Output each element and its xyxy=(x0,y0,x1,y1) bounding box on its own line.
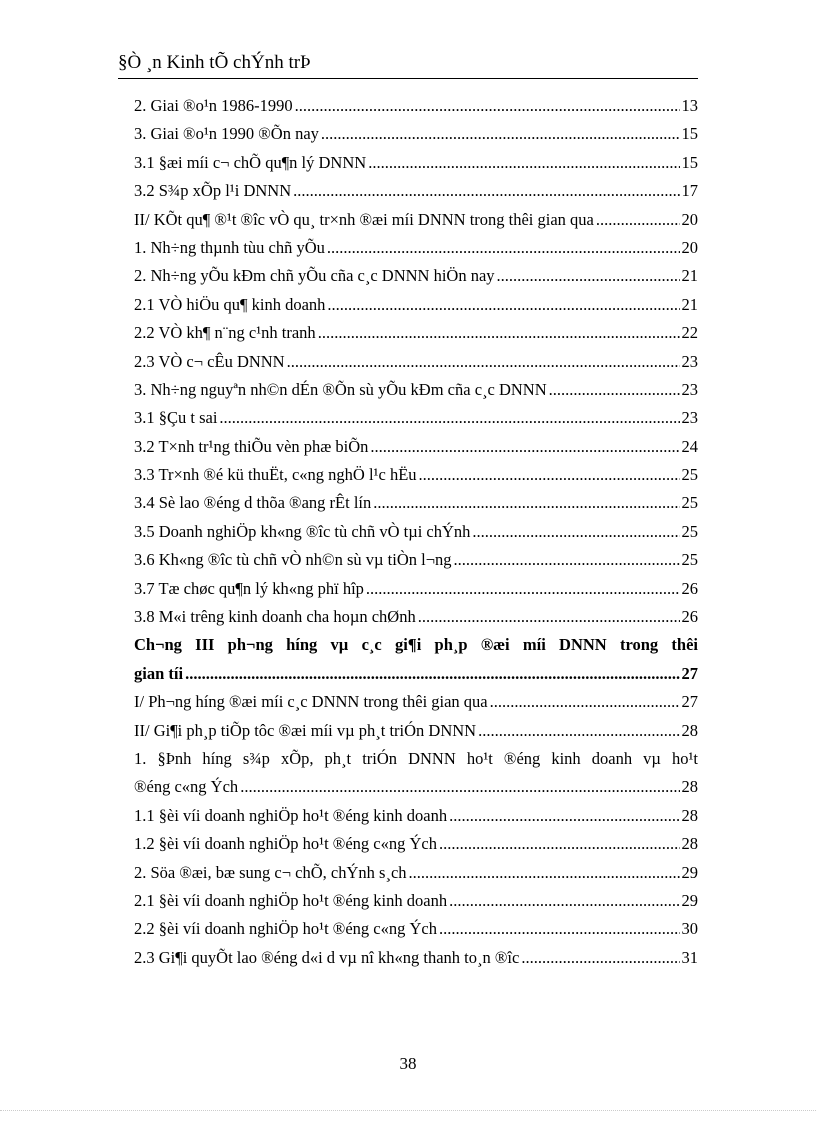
toc-entry-page: 28 xyxy=(681,805,698,825)
toc-entry xyxy=(134,660,698,688)
toc-entry-label: 2.3 Gi¶i quyÕt lao ®éng d«i d vµ nî kh«ng thanh to¸n ®îc xyxy=(134,947,520,967)
toc-entry xyxy=(134,773,698,801)
toc-dot-leader xyxy=(454,546,680,574)
toc-entry-label: 3.7 Tæ chøc qu¶n lý kh«ng phï hîp xyxy=(134,578,364,598)
toc-entry-page: 26 xyxy=(681,578,698,598)
toc-entry-label: 3.3 Tr×nh ®é kü thuËt, c«ng nghÖ l¹c hËu xyxy=(134,465,417,485)
toc-entry-label: 2.3 VÒ c¬ cÊu DNNN xyxy=(134,351,285,371)
toc-entry-page: 22 xyxy=(681,323,698,343)
table-of-contents xyxy=(134,92,698,972)
toc-dot-leader xyxy=(490,688,680,716)
toc-entry-label: II/ KÕt qu¶ ®¹t ®îc vÒ qu¸ tr×nh ®æi míi DNNN trong thêi gian qua xyxy=(134,209,594,229)
toc-entry xyxy=(134,575,698,603)
toc-dot-leader xyxy=(439,915,680,943)
toc-entry xyxy=(134,120,698,148)
toc-dot-leader xyxy=(419,461,680,489)
toc-entry xyxy=(134,376,698,404)
toc-entry-label: 3.2 T×nh tr¹ng thiÕu vèn phæ biÕn xyxy=(134,436,369,456)
toc-entry xyxy=(134,461,698,489)
toc-entry-label: 2.2 VÒ kh¶ n¨ng c¹nh tranh xyxy=(134,323,316,343)
page-number: 38 xyxy=(399,1054,417,1073)
toc-entry-page: 15 xyxy=(681,152,698,172)
toc-entry-label: 3.1 §Çu t sai xyxy=(134,408,218,428)
toc-entry-label: 3.1 §æi míi c¬ chÕ qu¶n lý DNNN xyxy=(134,152,367,172)
toc-entry-label: 2. Söa ®æi, bæ sung c¬ chÕ, chÝnh s¸ch xyxy=(134,862,407,882)
toc-entry-label: 3.5 Doanh nghiÖp kh«ng ®îc tù chñ vÒ tµi chÝnh xyxy=(134,521,471,541)
toc-entry-label: 3.4 Sè lao ®éng d thõa ®ang rÊt lín xyxy=(134,493,372,513)
toc-entry xyxy=(134,546,698,574)
toc-entry-page: 28 xyxy=(681,720,698,740)
toc-dot-leader xyxy=(439,830,680,858)
toc-dot-leader xyxy=(478,717,679,745)
toc-entry-page: 29 xyxy=(681,890,698,910)
toc-entry-page: 23 xyxy=(681,408,698,428)
toc-entry-page: 25 xyxy=(681,493,698,513)
toc-entry-label: 2.1 §èi víi doanh nghiÖp ho¹t ®éng kinh doanh xyxy=(134,890,448,910)
toc-entry-label: 3. Nh÷ng nguyªn nh©n dÉn ®Õn sù yÕu kÐm cña c¸c DNNN xyxy=(134,379,547,399)
document-title: §Ò ¸n Kinh tÕ chÝnh trÞ xyxy=(118,52,311,73)
toc-entry xyxy=(134,745,698,773)
toc-entry-label: 2.1 VÒ hiÖu qu¶ kinh doanh xyxy=(134,294,326,314)
toc-dot-leader xyxy=(409,859,680,887)
toc-entry-page: 28 xyxy=(681,834,698,854)
toc-entry-page: 25 xyxy=(681,465,698,485)
toc-entry-page: 24 xyxy=(681,436,698,456)
toc-dot-leader xyxy=(295,92,680,120)
toc-entry-label: 1.1 §èi víi doanh nghiÖp ho¹t ®éng kinh doanh xyxy=(134,805,448,825)
toc-entry-page: 23 xyxy=(681,379,698,399)
toc-dot-leader xyxy=(327,291,679,319)
toc-entry-page: 27 xyxy=(681,692,698,712)
page-bottom-divider xyxy=(0,1110,816,1111)
toc-entry-page: 20 xyxy=(681,237,698,257)
toc-entry xyxy=(134,291,698,319)
toc-entry-page: 30 xyxy=(681,919,698,939)
toc-entry-label: 3.8 M«i trêng kinh doanh cha hoµn chØnh xyxy=(134,607,416,627)
toc-entry-page: 21 xyxy=(681,266,698,286)
toc-entry xyxy=(134,887,698,915)
toc-entry xyxy=(134,262,698,290)
toc-entry-page: 27 xyxy=(681,663,698,683)
toc-dot-leader xyxy=(240,773,679,801)
toc-entry xyxy=(134,915,698,943)
toc-entry xyxy=(134,489,698,517)
toc-entry-label: Ch¬ng III ph¬ng híng vµ c¸c gi¶i ph¸p ®æi míi DNNN trong thêi xyxy=(134,635,698,655)
toc-dot-leader xyxy=(472,518,679,546)
toc-entry-label: gian tíi xyxy=(134,663,184,683)
toc-entry-label: I/ Ph¬ng híng ®æi míi c¸c DNNN trong thêi gian qua xyxy=(134,692,488,712)
toc-entry-label: 3.6 Kh«ng ®îc tù chñ vÒ nh©n sù vµ tiÒn l¬ng xyxy=(134,550,452,570)
toc-dot-leader xyxy=(293,177,679,205)
toc-entry xyxy=(134,603,698,631)
toc-dot-leader xyxy=(370,433,679,461)
toc-entry-label: 2.2 §èi víi doanh nghiÖp ho¹t ®éng c«ng Ých xyxy=(134,919,437,939)
toc-entry xyxy=(134,348,698,376)
page-header xyxy=(118,52,698,79)
toc-entry xyxy=(134,859,698,887)
toc-dot-leader xyxy=(366,575,680,603)
toc-entry-page: 21 xyxy=(681,294,698,314)
toc-entry-page: 13 xyxy=(681,96,698,115)
toc-entry-label: 3.2 S¾p xÕp l¹i DNNN xyxy=(134,181,292,201)
toc-entry xyxy=(134,404,698,432)
toc-entry xyxy=(134,717,698,745)
toc-entry-page: 25 xyxy=(681,550,698,570)
toc-entry xyxy=(134,92,698,120)
toc-entry-label: 3. Giai ®o¹n 1990 ®Õn nay xyxy=(134,124,319,144)
toc-dot-leader xyxy=(418,603,680,631)
toc-entry-label: II/ Gi¶i ph¸p tiÕp tôc ®æi míi vµ ph¸t triÓn DNNN xyxy=(134,720,477,740)
toc-dot-leader xyxy=(521,944,679,972)
toc-entry xyxy=(134,149,698,177)
toc-dot-leader xyxy=(185,660,679,688)
toc-entry-page: 23 xyxy=(681,351,698,371)
toc-dot-leader xyxy=(219,404,679,432)
toc-dot-leader xyxy=(373,489,679,517)
toc-dot-leader xyxy=(449,887,679,915)
toc-dot-leader xyxy=(449,802,679,830)
toc-entry xyxy=(134,177,698,205)
toc-dot-leader xyxy=(596,206,680,234)
toc-dot-leader xyxy=(287,348,680,376)
toc-dot-leader xyxy=(321,120,680,148)
toc-entry-page: 15 xyxy=(681,124,698,144)
toc-entry-label: 2. Giai ®o¹n 1986-1990 xyxy=(134,96,293,115)
toc-entry xyxy=(134,319,698,347)
toc-entry xyxy=(134,518,698,546)
toc-entry xyxy=(134,830,698,858)
toc-dot-leader xyxy=(318,319,680,347)
toc-dot-leader xyxy=(549,376,680,404)
toc-entry-page: 17 xyxy=(681,181,698,201)
toc-entry xyxy=(134,802,698,830)
toc-entry-page: 28 xyxy=(681,777,698,797)
toc-dot-leader xyxy=(368,149,679,177)
toc-entry-page: 25 xyxy=(681,521,698,541)
toc-entry-page: 26 xyxy=(681,607,698,627)
toc-entry xyxy=(134,206,698,234)
toc-entry xyxy=(134,433,698,461)
toc-entry xyxy=(134,688,698,716)
toc-dot-leader xyxy=(327,234,680,262)
toc-entry-label: 1. Nh÷ng thµnh tùu chñ yÕu xyxy=(134,237,325,257)
toc-entry xyxy=(134,631,698,659)
toc-entry-label: 1.2 §èi víi doanh nghiÖp ho¹t ®éng c«ng Ých xyxy=(134,834,437,854)
toc-entry-label: ®éng c«ng Ých xyxy=(134,777,239,797)
toc-entry xyxy=(134,944,698,972)
toc-entry-page: 29 xyxy=(681,862,698,882)
toc-entry-label: 2. Nh÷ng yÕu kÐm chñ yÕu cña c¸c DNNN hiÖn nay xyxy=(134,266,495,286)
toc-entry-label: 1. §Þnh híng s¾p xÕp, ph¸t triÓn DNNN ho¹t ®éng kinh doanh vµ ho¹t xyxy=(134,748,698,768)
toc-entry-page: 20 xyxy=(681,209,698,229)
toc-dot-leader xyxy=(497,262,680,290)
toc-entry xyxy=(134,234,698,262)
toc-entry-page: 31 xyxy=(681,947,698,967)
